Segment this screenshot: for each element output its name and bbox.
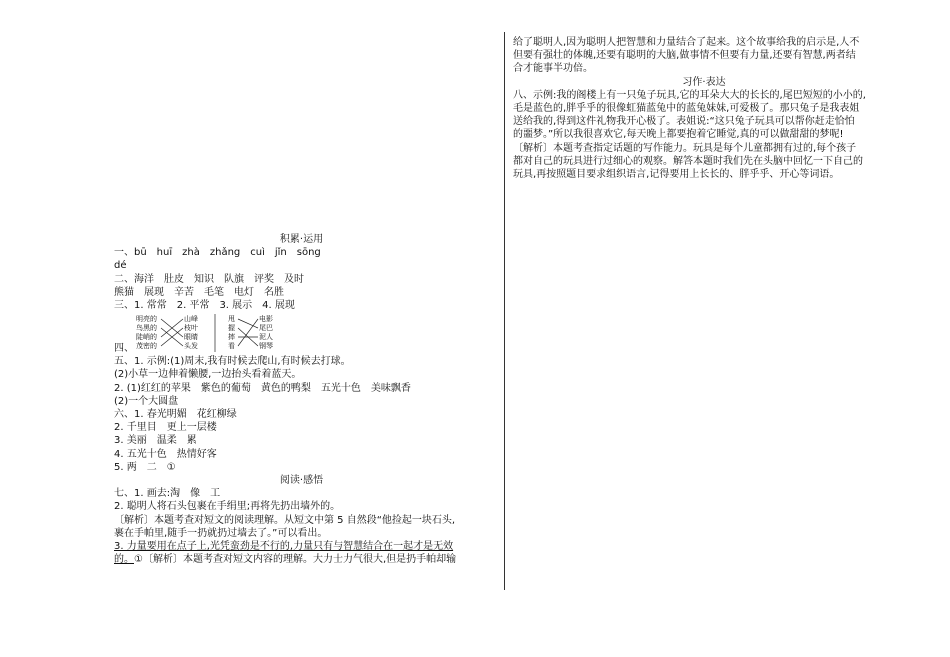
match-a-left-3: 陡峭的 <box>136 333 157 342</box>
answer-q5-1: 五、1. 示例:(1)周末,我有时候去爬山,有时候去打球。 <box>114 356 351 368</box>
section-title-writing: 习作·表达 <box>682 76 726 88</box>
answer-q7-analysis-1: 〔解析〕本题考查对短文的阅读理解。从短文中第 5 自然段“他捡起一块石头, <box>114 514 456 526</box>
column-divider <box>504 32 505 590</box>
match-a-right-2: 枝叶 <box>184 324 198 333</box>
match-b-left-2: 握 <box>228 324 235 333</box>
answer-q8-analysis-3: 玩具,再按照题目要求组织语言,记得要用上长长的、胖乎乎、开心等词语。 <box>513 169 840 181</box>
match-a-right-4: 头发 <box>184 342 198 351</box>
match-a-left-4: 茂密的 <box>136 342 157 351</box>
answer-q8-analysis-1: 〔解析〕本题考查指定话题的写作能力。玩具是每个儿童都拥有过的,每个孩子 <box>513 142 857 154</box>
answer-q7-3-line2 <box>114 553 489 566</box>
matching-lines <box>114 313 289 353</box>
answer-q8-1: 八、示例:我的阁楼上有一只兔子玩具,它的耳朵大大的长长的,尾巴短短的小小的, <box>513 89 866 101</box>
matching-diagram <box>114 313 489 353</box>
answer-q6-2: 2. 千里目 更上一层楼 <box>114 422 217 434</box>
answer-q8-analysis-2: 都对自己的玩具进行过细心的观察。解答本题时我们先在头脑中回忆一下自己的 <box>513 155 863 167</box>
section-title-reading: 阅读·感悟 <box>279 475 324 487</box>
answer-q2-line1: 二、海洋 肚皮 知识 队旗 评奖 及时 <box>114 273 304 285</box>
answer-q7-analysis-2: 裹在手帕里,随手一扔就扔过墙去了。”可以看出。 <box>114 527 328 539</box>
match-b-right-2: 尾巴 <box>259 324 273 333</box>
answer-q7-3-underlined: 的。 <box>114 554 134 566</box>
answer-q8-2: 毛是蓝色的,胖乎乎的很像虹猫蓝兔中的蓝兔妹妹,可爱极了。那只兔子是我表姐 <box>513 103 860 115</box>
answer-q7-cont-2: 但要有强壮的体魄,还要有聪明的大脑,做事情不但要有力量,还要有智慧,两者结 <box>513 50 856 62</box>
answer-q7-2: 2. 聪明人将石头包裹在手绢里;再将先扔出墙外的。 <box>114 501 341 513</box>
section-title-accumulate: 积累·运用 <box>279 234 324 245</box>
answer-q5-1b: (2)小草一边伸着懒腰,一边抬头看着蓝天。 <box>114 369 302 381</box>
answer-q8-4: 的噩梦。”所以我很喜欢它,每天晚上都要抱着它睡觉,真的可以做甜甜的梦呢! <box>513 129 844 141</box>
answer-q1-cont: dé <box>114 260 127 272</box>
answer-q4-label: 四、 <box>114 343 134 355</box>
answer-q7-3-line1: 3. 力量要用在点子上,光凭蛮劲是不行的,力量只有与智慧结合在一起才是无效 <box>114 541 454 553</box>
answer-q7-cont-1: 给了聪明人,因为聪明人把智慧和力量结合了起来。这个故事给我的启示是,人不 <box>513 37 860 48</box>
answer-q7-1: 七、1. 画去:淘 像 工 <box>114 488 221 500</box>
answer-q5-2: 2. (1)红红的苹果 紫色的葡萄 黄色的鸭梨 五光十色 美味飘香 <box>114 382 411 394</box>
match-b-left-4: 看 <box>228 342 235 351</box>
match-b-left-3: 摔 <box>228 333 235 342</box>
answer-q6-5: 5. 两 二 ① <box>114 461 176 473</box>
match-b-right-4: 钢琴 <box>259 342 273 351</box>
match-a-left-1: 明亮的 <box>136 315 157 324</box>
match-b-right-1: 电影 <box>259 315 273 324</box>
answer-q6-1: 六、1. 春光明媚 花红柳绿 <box>114 409 237 421</box>
left-column <box>114 233 489 566</box>
match-b-left-1: 甩 <box>228 315 235 324</box>
answer-q7-3-rest: ①〔解析〕本题考查对短文内容的理解。大力士力气很大,但是扔手帕却输 <box>134 554 457 566</box>
match-a-right-3: 眼睛 <box>184 333 198 342</box>
right-column <box>513 36 895 181</box>
answer-q6-4: 4. 五光十色 热情好客 <box>114 448 217 460</box>
answer-q3: 三、1. 常常 2. 平常 3. 展示 4. 展现 <box>114 300 295 312</box>
answer-q8-3: 送给我的,得到这件礼物我开心极了。表姐说:“这只兔子玩具可以帮你赶走恰怕 <box>513 116 855 128</box>
answer-q2-line2: 熊猫 展现 辛苦 毛笔 电灯 名胜 <box>114 286 284 298</box>
answer-q6-3: 3. 美丽 温柔 累 <box>114 435 197 447</box>
match-a-right-1: 山峰 <box>184 315 198 324</box>
match-b-right-3: 泥人 <box>259 333 273 342</box>
answer-q1: 一、bū huī zhà zhǎng cuì jǐn sōng <box>114 247 321 259</box>
answer-q5-2b: (2)一个大圆盘 <box>114 395 179 407</box>
answer-q7-cont-3: 合才能事半功倍。 <box>513 63 593 75</box>
match-a-left-2: 鸟黑的 <box>136 324 157 333</box>
